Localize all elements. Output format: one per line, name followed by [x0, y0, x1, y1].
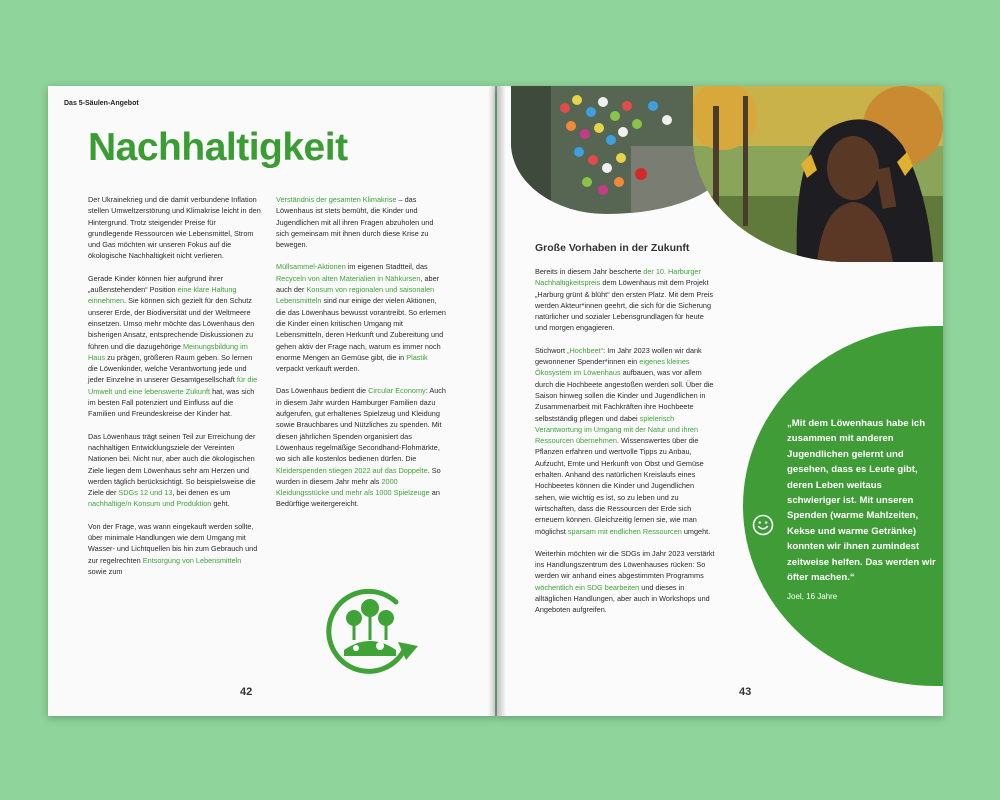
page-number: 42 [240, 686, 253, 698]
page-number: 43 [739, 686, 752, 698]
left-page [48, 86, 495, 716]
smiley-icon [752, 514, 774, 536]
sdg-earth-trees-icon [314, 584, 428, 680]
paragraph: Gerade Kinder können hier aufgrund ihrer „außenstehenden“ Position eine klare Haltung einnehmen. Sie können sich gezielt für den Schutz unserer Erde, der Biodiversität und der Weltmeere einsetzen. Umso mehr möchte das Löwenhaus den bisherigen Ansatz, entsprechende Diskussionen zu führen und die dazugehörige Meinungsbildung im Haus zu prägen, größeren Raum geben. So lernen die Löwenkinder, welche Verantwortung jede und jeder Einzelne in unserer Gesamtgesellschaft für die Umwelt und eine lebenswerte Zukunft hat, was sich im besten Fall potenziert und Einfluss auf die Familien und Freundeskreise der Kinder hat. [88, 273, 258, 419]
section-heading: Große Vorhaben in der Zukunft [535, 242, 690, 254]
right-page [497, 86, 943, 716]
paragraph: Weiterhin möchten wir die SDGs im Jahr 2023 verstärkt ins Handlungszentrum des Löwenhauses rücken: So werden wir anhand eines abgestimmten Programms wöchentlich ein SDG bearbeiten und dieses in alltäglichen Handlungen, aber auch in Workshops und Angeboten aufgreifen. [535, 548, 715, 615]
paragraph: Bereits in diesem Jahr bescherte der 10. Harburger Nachhaltigkeitspreis dem Löwenhaus mit dem Projekt „Harburg grünt & blüht“ den ersten Platz. Mit dem Preis werden Akteur*innen geehrt, die sich für die Sicherung natürlicher und sozialer Lebensgrundlagen für heute und morgen engagieren. [535, 267, 714, 333]
text-column-1 [88, 194, 262, 588]
paragraph: Das Löwenhaus trägt seinen Teil zur Erreichung der nachhaltigen Entwicklungsziele der Vereinten Nationen bei. Nicht nur, aber auch die ökologischen Ziele liegen dem Löwenhaus sehr am Herzen und werden täglich berücksichtigt. So beispielsweise die Ziele der SDGs 12 und 13, bei denen es um nachhaltige/n Konsum und Produktion geht. [88, 431, 256, 509]
paragraph: Müllsammel-Aktionen im eigenen Stadtteil, das Recyceln von alten Materialien in Nähkursen, aber auch der Konsum von regionalen und saisonalen Lebensmitteln sind nur einige der vielen Aktionen, die das Löwenhaus bewusst vorantreibt. So erlernen die Kinder einen kritischen Umgang mit Lebensmitteln, deren Herkunft und Zubereitung und gehen aktiv der Frage nach, warum es immer noch enorme Mengen an Gemüse gibt, die in Plastik verpackt verkauft werden. [276, 262, 446, 374]
paragraph: Das Löwenhaus bedient die Circular Economy: Auch in diesem Jahr wurden Hamburger Familien dazu aufgerufen, gut erhaltenes Spielzeug und Kleidung sowie Brauchbares und Nützliches zu spenden. Mit diesen jährlichen Spenden organisiert das Löwenhaus regelmäßige Secondhand-Flohmärkte, wo sich alle kostenlos bedienen dürfen. Die Kleiderspenden stiegen 2022 auf das Doppelte. So wurden in diesem Jahr mehr als 2000 Kleidungsstücke und mehr als 1000 Spielzeuge an Bedürftige weitergereicht. [276, 386, 446, 509]
text-column-2 [276, 194, 446, 521]
paragraph: Der Ukrainekrieg und die damit verbundene Inflation stellen Umweltzerstörung und Klimakrise leicht in den Hintergrund. Trotz steigender Preise für grundlegende Ressourcen wie Lebensmittel, Strom und Gas möchten wir unseren Fokus auf die ökologische Nachhaltigkeit nicht verlieren. [88, 195, 261, 261]
paragraph: Stichwort „Hochbeet“: Im Jahr 2023 wollen wir dank gewonnener Spender*innen ein eigenes kleines Ökosystem im Löwenhaus aufbauen, was vor allem durch die Hochbeete angestoßen werden soll. Über die Saison hinweg sollen die Kinder und Jugendlichen in Zusammenarbeit mit Fachkräften ihre Hochbeete selbstständig pflegen und dabei spielerisch Verantwortung im Umgang mit der Natur und ihren Ressourcen übernehmen. Wissenswertes über die Pflanzen erfahren und wertvolle Tipps zu Anbau, Aufzucht, Ernte und Herkunft von Obst und Gemüse erhalten. Anhand des natürlichen Kreislaufs eines Hochbeetes können die Kinder und Jugendlichen sehen, wie wichtig es ist, so zu leben und zu wirtschaften, dass die Ressourcen der Erde sich erneuern können. Gleichzeitig lernen sie, wie man möglichst sparsam mit endlichen Ressourcen umgeht. [535, 345, 714, 536]
portrait-photo [693, 86, 943, 262]
testimonial-quote [787, 416, 937, 605]
quote-author: Joel, 16 Jahre [787, 592, 838, 602]
quote-text: „Mit dem Löwenhaus habe ich zusammen mit anderen Jugendlichen gelernt und gesehen, dass es Leute gibt, deren Leben weitaus schwieriger ist. Mit unseren Spenden (warme Mahlzeiten, Kekse und warme Getränke) konnten wir ihnen zumindest zeitweise helfen. Das werden wir öfter machen.“ [787, 418, 936, 584]
paragraph: Verständnis der gesamten Klimakrise – das Löwenhaus ist stets bemüht, die Kinder und Jugendlichen mit all ihren Fragen abzuholen und sich gemeinsam mit ihnen durch diese Krise zu bewegen. [276, 195, 434, 250]
paragraph: Von der Frage, was wann eingekauft werden sollte, über minimale Handlungen wie dem Umgang mit Wasser- und Lichtquellen bis hin zum Gebrauch und zur regelrechten Entsorgung von Lebensmitteln sowie zum [88, 521, 258, 576]
text-column-3 [535, 266, 715, 627]
page-title: Nachhaltigkeit [88, 126, 348, 169]
section-label: Das 5-Säulen-Angebot [64, 100, 139, 107]
